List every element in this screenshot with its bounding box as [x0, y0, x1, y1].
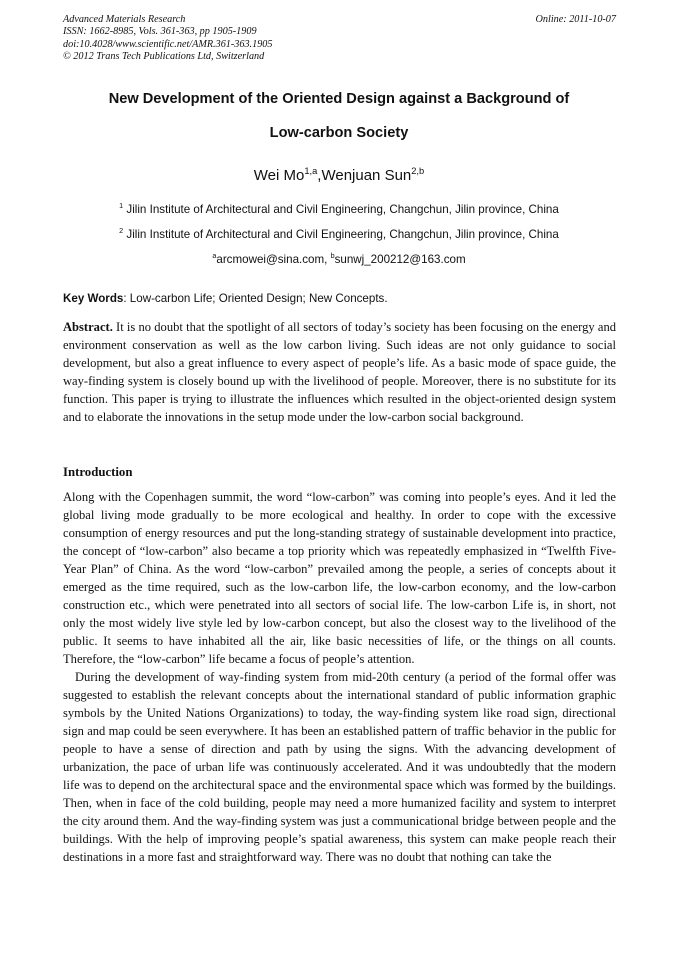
author-separator: ,: [317, 167, 322, 184]
email-b-marker: b: [330, 251, 335, 261]
introduction-paragraph-2: During the development of way-finding system from mid-20th century (a period of the formal offer was suggested to establish the relevant concepts about the international standard of public information graphic symbols by the United Nations Organizations) to today, the way-finding system like road sign, directional sign and map could be seen everywhere. It has been an established pattern of traffic behavior in the public for people to have a sense of direction and path by using the signs. With the advancing development of urbanization, the pace of urban life was continuously accelerated. And it was undoubtedly that the modern life was to depend on the architectural space and the environmental space which was formed by the buildings. Then, when in face of the cold building, people may need a more humanized facility and system to interpret the city around them. And the way-finding system was just a communicational bridge between people and the buildings. With the help of improving people’s spatial awareness, this system can make people reach their destinations in a more fast and straightforward way. There was no doubt that nothing can take the: [63, 670, 616, 864]
email-a: arcmowei@sina.com,: [216, 253, 331, 266]
affiliation-1-number: 1: [119, 201, 124, 211]
affiliation-1: [0, 203, 678, 216]
paper-title-line-2: Low-carbon Society: [269, 125, 409, 141]
author-list: [0, 167, 678, 184]
journal-name: Advanced Materials Research: [63, 14, 186, 25]
paper-title-line-1: New Development of the Oriented Design against a Background of: [108, 91, 570, 107]
author-1-marker: 1,a: [304, 166, 318, 176]
abstract-text: It is no doubt that the spotlight of all sectors of today’s society has been focusing on the energy and environment conservation as well as the low carbon living. Such ideas are not only guidance to social development, but also a great influence to every aspect of people’s life. As a basic mode of space guide, the way-finding system is closely bound up with the livelihood of people. Moreover, there is no substitute for its function. This paper is trying to illustrate the influences which resulted in the object-oriented design system and to elaborate the innovations in the setup mode under the low-carbon social background.: [63, 320, 616, 424]
introduction-paragraph-1: Along with the Copenhagen summit, the word “low-carbon” was coming into people’s eyes. And it led the global living mode gradually to be more ecological and healthy. In order to cope with the excessive consumption of energy resources and put the long-standing strategy of sustainable development into practice, the concept of “low-carbon” also became a top priority which was repeatedly emphasized in “Twelfth Five-Year Plan” of China. As the word “low-carbon” prevailed among the people, a series of concepts about it emerged as the time required, such as the low-carbon life, the low-carbon economy, and the low-carbon construction etc., which were penetrated into all sectors of social life. The low-carbon Life is, in short, not only the most widely live style led by low-carbon concept, but also the closest way to the livelihood of the public. It seems to have inhabited all the air, like basic necessities of life, or the things on all counts. Therefore, the “low-carbon” life became a focus of people’s attention.: [63, 490, 616, 666]
author-1: Wei Mo: [253, 167, 305, 184]
author-2-marker: 2,b: [411, 166, 425, 176]
affiliation-2: [0, 228, 678, 241]
abstract-label: Abstract.: [63, 320, 113, 334]
issn-line: ISSN: 1662-8985, Vols. 361-363, pp 1905-1909: [63, 26, 257, 38]
copyright-line: © 2012 Trans Tech Publications Ltd, Switzerland: [63, 50, 265, 62]
author-2: Wenjuan Sun: [321, 167, 412, 184]
doi-line: doi:10.4028/www.scientific.net/AMR.361-363.1905: [63, 38, 273, 50]
keywords-label: Key Words: [63, 292, 124, 305]
affiliation-2-number: 2: [119, 226, 124, 236]
introduction-heading: Introduction: [63, 465, 133, 479]
keywords-text: : Low-carbon Life; Oriented Design; New Concepts.: [123, 292, 388, 305]
keywords: [63, 292, 388, 305]
affiliation-2-text: Jilin Institute of Architectural and Civil Engineering, Changchun, Jilin province, China: [126, 228, 559, 241]
email-a-marker: a: [212, 251, 217, 261]
online-date: Online: 2011-10-07: [535, 14, 616, 25]
abstract: [63, 318, 616, 426]
author-emails: [0, 253, 678, 266]
journal-header: [63, 14, 616, 63]
email-b: sunwj_200212@163.com: [334, 253, 466, 266]
introduction-body: [63, 488, 616, 866]
affiliation-1-text: Jilin Institute of Architectural and Civil Engineering, Changchun, Jilin province, China: [126, 203, 559, 216]
